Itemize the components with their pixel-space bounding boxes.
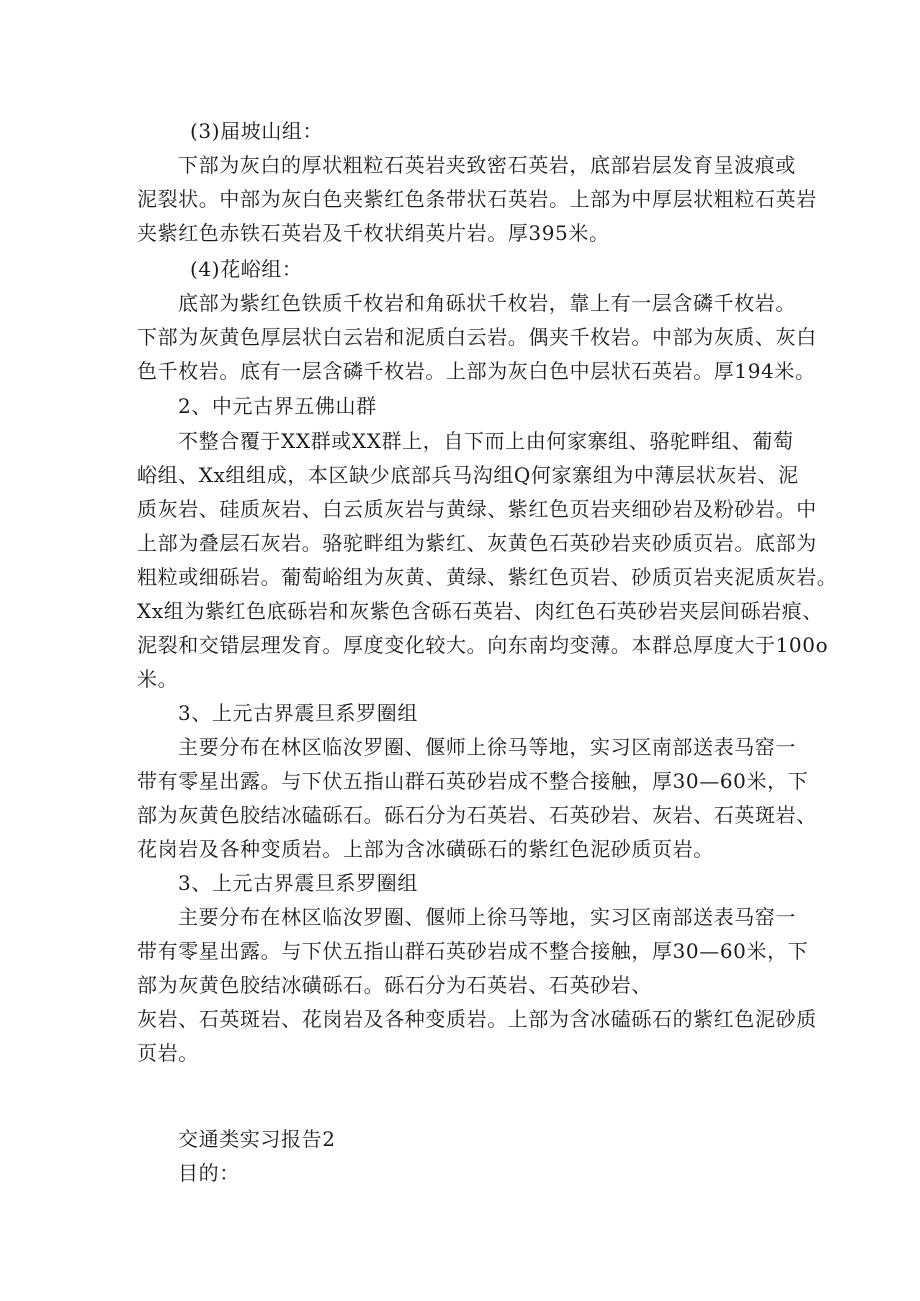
- paragraph-line: 页岩。: [137, 1041, 199, 1065]
- paragraph-line: 带有零星出露。与下伏五指山群石英砂岩成不整合接触，厚30—60米，下: [137, 769, 809, 793]
- paragraph-line: 不整合覆于XX群或XX群上，自下而上由何家寨组、骆驼畔组、葡萄: [178, 429, 794, 453]
- paragraph-line: 上部为叠层石灰岩。骆驼畔组为紫红、灰黄色石英砂岩夹砂质页岩。底部为: [137, 531, 817, 555]
- section-heading-luoquan: 3、上元古界震旦系罗圈组: [178, 701, 418, 725]
- paragraph-line: 下部为灰黄色厚层状白云岩和泥质白云岩。偶夹千枚岩。中部为灰质、灰白: [137, 325, 817, 349]
- paragraph-line: 夹紫红色赤铁石英岩及千枚状绢英片岩。厚395米。: [137, 221, 610, 245]
- paragraph-line: 花岗岩及各种变质岩。上部为含冰磺砾石的紫红色泥砂质页岩。: [137, 837, 714, 861]
- section-heading-jiepo: (3)届坡山组：: [190, 119, 324, 143]
- paragraph-line: Xx组为紫红色底砾岩和灰紫色含砾石英岩、肉红色石英砂岩夹层间砾岩痕、: [137, 599, 823, 623]
- report-title: 交通类实习报告2: [178, 1127, 336, 1151]
- paragraph-line: 下部为灰白的厚状粗粒石英岩夹致密石英岩，底部岩层发育呈波痕或: [178, 153, 796, 177]
- section-heading-luoquan-repeat: 3、上元古界震旦系罗圈组: [178, 871, 418, 895]
- paragraph-line: 部为灰黄色胶结冰磺砾石。砾石分为石英岩、石英砂岩、: [137, 973, 652, 997]
- purpose-heading: 目的：: [178, 1161, 240, 1185]
- paragraph-line: 泥裂状。中部为灰白色夹紫红色条带状石英岩。上部为中厚层状粗粒石英岩: [137, 187, 817, 211]
- paragraph-line: 米。: [137, 667, 179, 691]
- paragraph-line: 主要分布在林区临汝罗圈、偃师上徐马等地，实习区南部送表马窑一: [178, 905, 796, 929]
- paragraph-line: 部为灰黄色胶结冰磕砾石。砾石分为石英岩、石英砂岩、灰岩、石英斑岩、: [137, 803, 817, 827]
- paragraph-line: 主要分布在林区临汝罗圈、偃师上徐马等地，实习区南部送表马窑一: [178, 735, 796, 759]
- paragraph-line: 粗粒或细砾岩。葡萄峪组为灰黄、黄绿、紫红色页岩、砂质页岩夹泥质灰岩。: [137, 565, 838, 589]
- paragraph-line: 底部为紫红色铁质千枚岩和角砾状千枚岩，靠上有一层含磷千枚岩。: [178, 291, 796, 315]
- paragraph-line: 峪组、Xx组组成，本区缺少底部兵马沟组Q何家寨组为中薄层状灰岩、泥: [137, 463, 799, 487]
- paragraph-line: 色千枚岩。底有一层含磷千枚岩。上部为灰白色中层状石英岩。厚194米。: [137, 359, 816, 383]
- paragraph-line: 质灰岩、硅质灰岩、白云质灰岩与黄绿、紫红色页岩夹细砂岩及粉砂岩。中: [137, 497, 817, 521]
- paragraph-line: 带有零星出露。与下伏五指山群石英砂岩成不整合接触，厚30—60米，下: [137, 939, 809, 963]
- paragraph-line: 泥裂和交错层理发育。厚度变化较大。向东南均变薄。本群总厚度大于100o: [137, 633, 829, 657]
- section-heading-huayu: (4)花峪组：: [190, 257, 303, 281]
- paragraph-line: 灰岩、石英斑岩、花岗岩及各种变质岩。上部为含冰磕砾石的紫红色泥砂质: [137, 1007, 817, 1031]
- section-heading-wufoshan: 2、中元古界五佛山群: [178, 394, 377, 418]
